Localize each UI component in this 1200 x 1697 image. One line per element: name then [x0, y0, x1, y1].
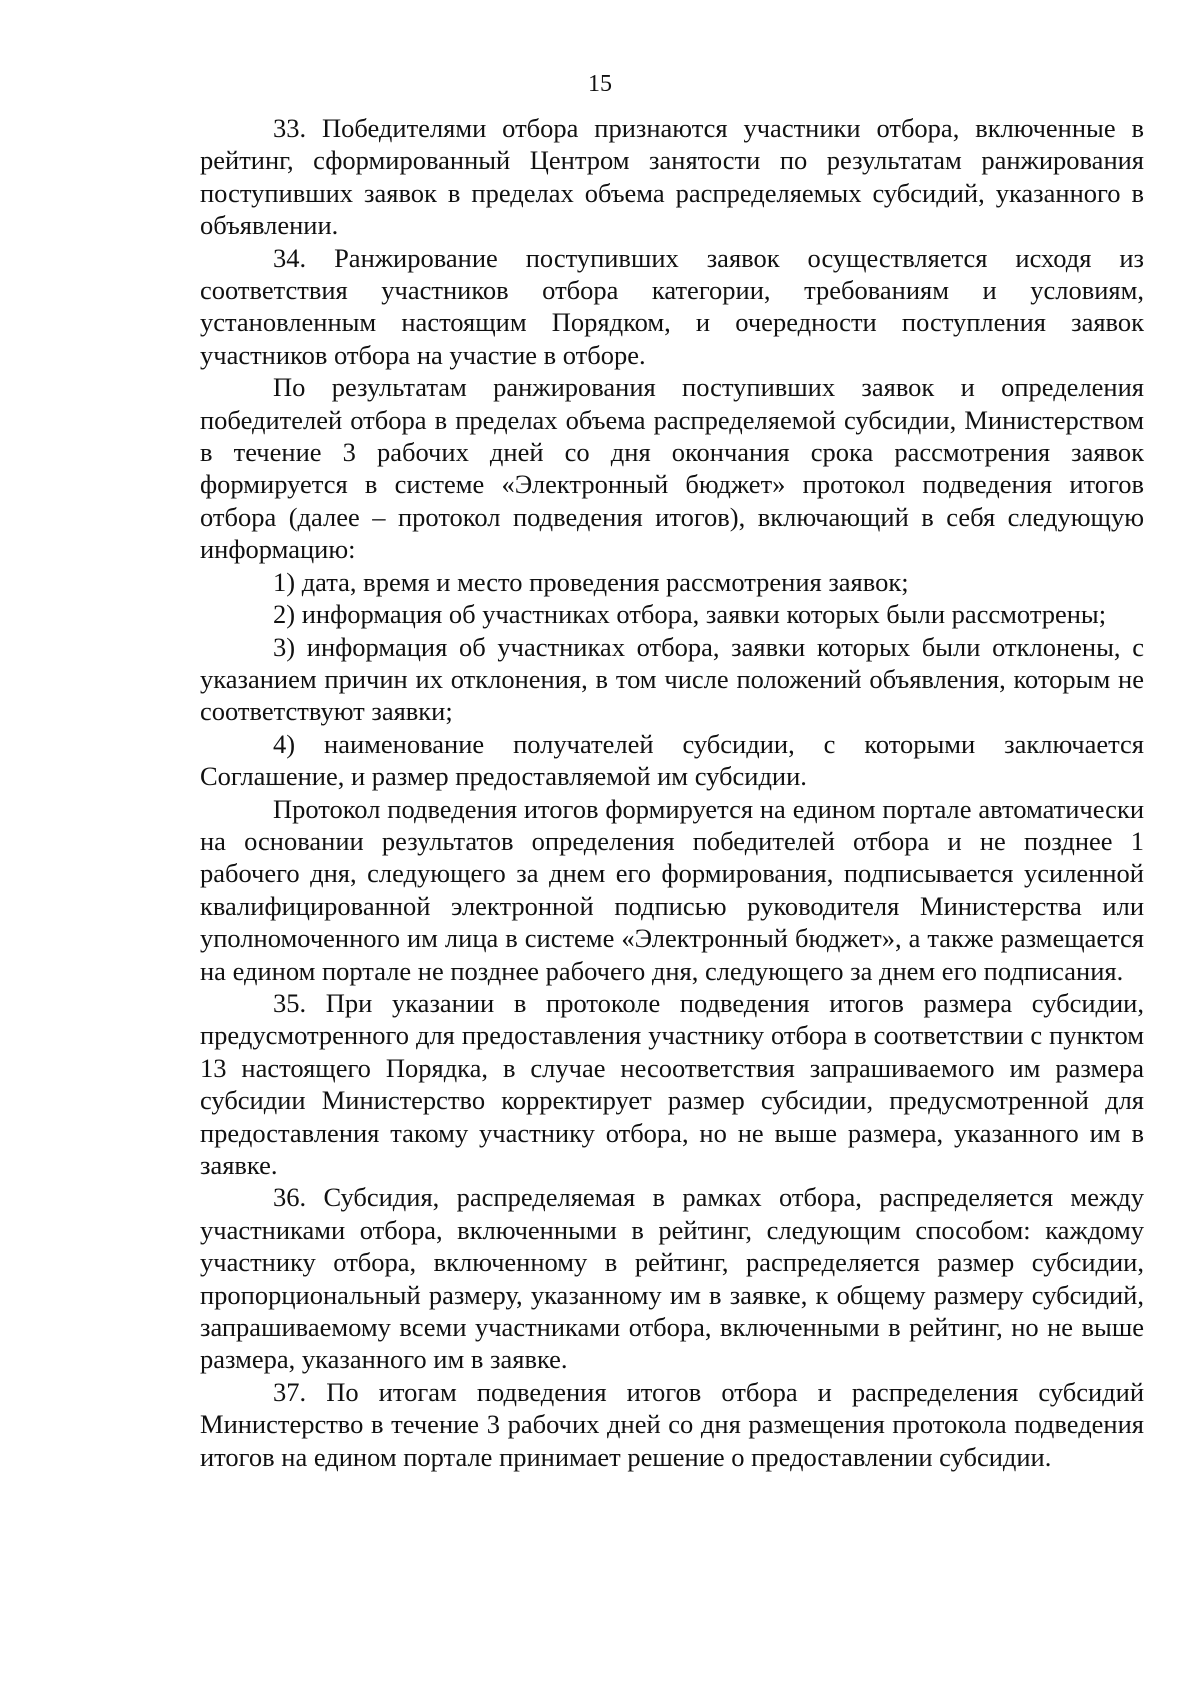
paragraph-37: 37. По итогам подведения итогов отбора и распределения субсидий Министерство в течение 3 рабочих дней со дня размещения протокола подведения итогов на едином портале принимает решение о предоставлении субсидии.	[200, 1376, 1144, 1472]
paragraph-35: 35. При указании в протоколе подведения итогов размера субсидии, предусмотренного для предоставления участнику отбора в соответствии с пунктом 13 настоящего Порядка, в случае несоответствия запрашиваемого им размера субсидии Министерство корректирует размер субсидии, предусмотренной для предоставления такому участнику отбора, но не выше размера, указанного им в заявке.	[200, 987, 1144, 1180]
list-item-1: 1) дата, время и место проведения рассмотрения заявок;	[273, 566, 909, 597]
page-number: 15	[588, 71, 612, 97]
list-item-4: 4) наименование получателей субсидии, с которыми заключается Соглашение, и размер предоставляемой им субсидии.	[200, 728, 1144, 792]
paragraph-ranking-results: По результатам ранжирования поступивших заявок и определения победителей отбора в пределах объема распределяемой субсидии, Министерством в течение 3 рабочих дней со дня окончания срока рассмотрения заявок формируется в системе «Электронный бюджет» протокол подведения итогов отбора (далее – протокол подведения итогов), включающий в себя следующую информацию:	[200, 372, 1144, 565]
paragraph-33: 33. Победителями отбора признаются участники отбора, включенные в рейтинг, сформированный Центром занятости по результатам ранжирования поступивших заявок в пределах объема распределяемых субсидий, указанного в объявлении.	[200, 113, 1144, 241]
list-item-3: 3) информация об участниках отбора, заявки которых были отклонены, с указанием причин их отклонения, в том числе положений объявления, которым не соответствуют заявки;	[200, 631, 1144, 727]
document-body	[200, 112, 1144, 1473]
paragraph-34: 34. Ранжирование поступивших заявок осуществляется исходя из соответствия участников отбора категории, требованиям и условиям, установленным настоящим Порядком, и очередности поступления заявок участников отбора на участие в отборе.	[200, 242, 1144, 370]
paragraph-36: 36. Субсидия, распределяемая в рамках отбора, распределяется между участниками отбора, включенными в рейтинг, следующим способом: каждому участнику отбора, включенному в рейтинг, распределяется размер субсидии, пропорциональный размеру, указанному им в заявке, к общему размеру субсидий, запрашиваемому всеми участниками отбора, включенными в рейтинг, но не выше размера, указанного им в заявке.	[200, 1182, 1144, 1375]
list-item-2: 2) информация об участниках отбора, заявки которых были рассмотрены;	[273, 599, 1107, 630]
paragraph-protocol: Протокол подведения итогов формируется на едином портале автоматически на основании результатов определения победителей отбора и не позднее 1 рабочего дня, следующего за днем его формирования, подписывается усиленной квалифицированной электронной подписью руководителя Министерства или уполномоченного им лица в системе «Электронный бюджет», а также размещается на едином портале не позднее рабочего дня, следующего за днем его подписания.	[200, 793, 1144, 986]
